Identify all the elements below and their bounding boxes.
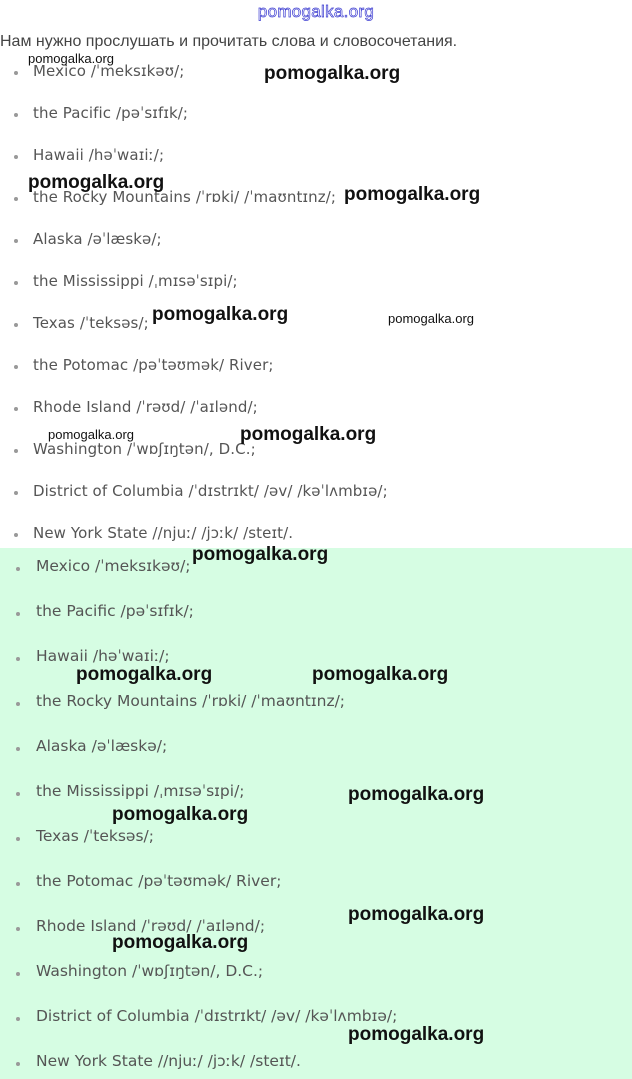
bullet-icon [16, 612, 20, 616]
bullet-icon [16, 702, 20, 706]
list-item-text: Hawaii /həˈwaɪiː/; [36, 647, 170, 665]
list-item-text: Alaska /əˈlæskə/; [36, 737, 168, 755]
watermark: pomogalka.org [192, 544, 329, 565]
watermark: pomogalka.org [348, 784, 485, 805]
bullet-icon [16, 882, 20, 886]
intro-text: Нам нужно прослушать и прочитать слова и словосочетания. [0, 33, 458, 50]
bullet-icon [16, 1062, 20, 1066]
bullet-icon [14, 281, 18, 285]
bullet-icon [16, 657, 20, 661]
list-item-text: the Potomac /pəˈtəʊmək/ River; [36, 872, 282, 890]
list-item-text: District of Columbia /ˈdɪstrɪkt/ /əv/ /kəˈlʌmbɪə/; [33, 482, 388, 500]
list-item-text: Alaska /əˈlæskə/; [33, 230, 162, 248]
bullet-icon [16, 972, 20, 976]
bullet-icon [14, 533, 18, 537]
watermark: pomogalka.org [264, 63, 401, 84]
bullet-icon [14, 491, 18, 495]
watermark: pomogalka.org [76, 664, 213, 685]
answer-panel [0, 548, 632, 1079]
list-item-text: the Potomac /pəˈtəʊmək/ River; [33, 356, 274, 374]
bullet-icon [14, 71, 18, 75]
list-item-text: Hawaii /həˈwaɪiː/; [33, 146, 165, 164]
watermark: pomogalka.org [48, 427, 134, 442]
list-item-text: the Pacific /pəˈsɪfɪk/; [36, 602, 194, 620]
list-item-text: New York State //njuː/ /jɔːk/ /steɪt/. [36, 1052, 301, 1070]
watermark: pomogalka.org [348, 904, 485, 925]
watermark: pomogalka.org [28, 172, 165, 193]
list-item-text: Rhode Island /ˈrəʊd/ /ˈaɪlənd/; [33, 398, 258, 416]
bullet-icon [14, 113, 18, 117]
bullet-icon [14, 323, 18, 327]
bullet-icon [16, 1017, 20, 1021]
list-item-text: the Rocky Mountains /ˈrɒki/ /ˈmaʊntɪnz/; [33, 188, 337, 206]
bullet-icon [16, 747, 20, 751]
watermark: pomogalka.org [344, 184, 481, 205]
watermark: pomogalka.org [312, 664, 449, 685]
watermark: pomogalka.org [112, 932, 249, 953]
site-logo[interactable]: pomogalka.org [257, 2, 375, 21]
bullet-icon [16, 567, 20, 571]
watermark: pomogalka.org [152, 304, 289, 325]
bullet-icon [14, 197, 18, 201]
watermark: pomogalka.org [348, 1024, 485, 1045]
list-item-text: Washington /ˈwɒʃɪŋtən/, D.C.; [33, 440, 256, 458]
watermark: pomogalka.org [28, 51, 114, 66]
list-item-text: Texas /ˈteksəs/; [36, 827, 154, 845]
bullet-icon [14, 155, 18, 159]
list-item-text: District of Columbia /ˈdɪstrɪkt/ /əv/ /kəˈlʌmbɪə/; [36, 1007, 398, 1025]
watermark: pomogalka.org [240, 424, 377, 445]
list-item-text: Texas /ˈteksəs/; [33, 314, 149, 332]
watermark: pomogalka.org [112, 804, 249, 825]
bullet-icon [14, 407, 18, 411]
bullet-icon [14, 449, 18, 453]
bullet-icon [16, 927, 20, 931]
bullet-icon [14, 365, 18, 369]
bullet-icon [16, 792, 20, 796]
watermark: pomogalka.org [388, 311, 474, 326]
list-item-text: the Mississippi /ˌmɪsəˈsɪpi/; [33, 272, 238, 290]
list-item-text: Rhode Island /ˈrəʊd/ /ˈaɪlənd/; [36, 917, 266, 935]
list-item-text: Mexico /ˈmeksɪkəʊ/; [36, 557, 191, 575]
list-item-text: New York State //njuː/ /jɔːk/ /steɪt/. [33, 524, 294, 542]
list-item-text: the Rocky Mountains /ˈrɒki/ /ˈmaʊntɪnz/; [36, 692, 346, 710]
list-item-text: the Mississippi /ˌmɪsəˈsɪpi/; [36, 782, 245, 800]
list-item-text: Mexico /ˈmeksɪkəʊ/; [33, 62, 185, 80]
bullet-icon [14, 239, 18, 243]
list-item-text: the Pacific /pəˈsɪfɪk/; [33, 104, 189, 122]
bullet-icon [16, 837, 20, 841]
list-item-text: Washington /ˈwɒʃɪŋtən/, D.C.; [36, 962, 264, 980]
